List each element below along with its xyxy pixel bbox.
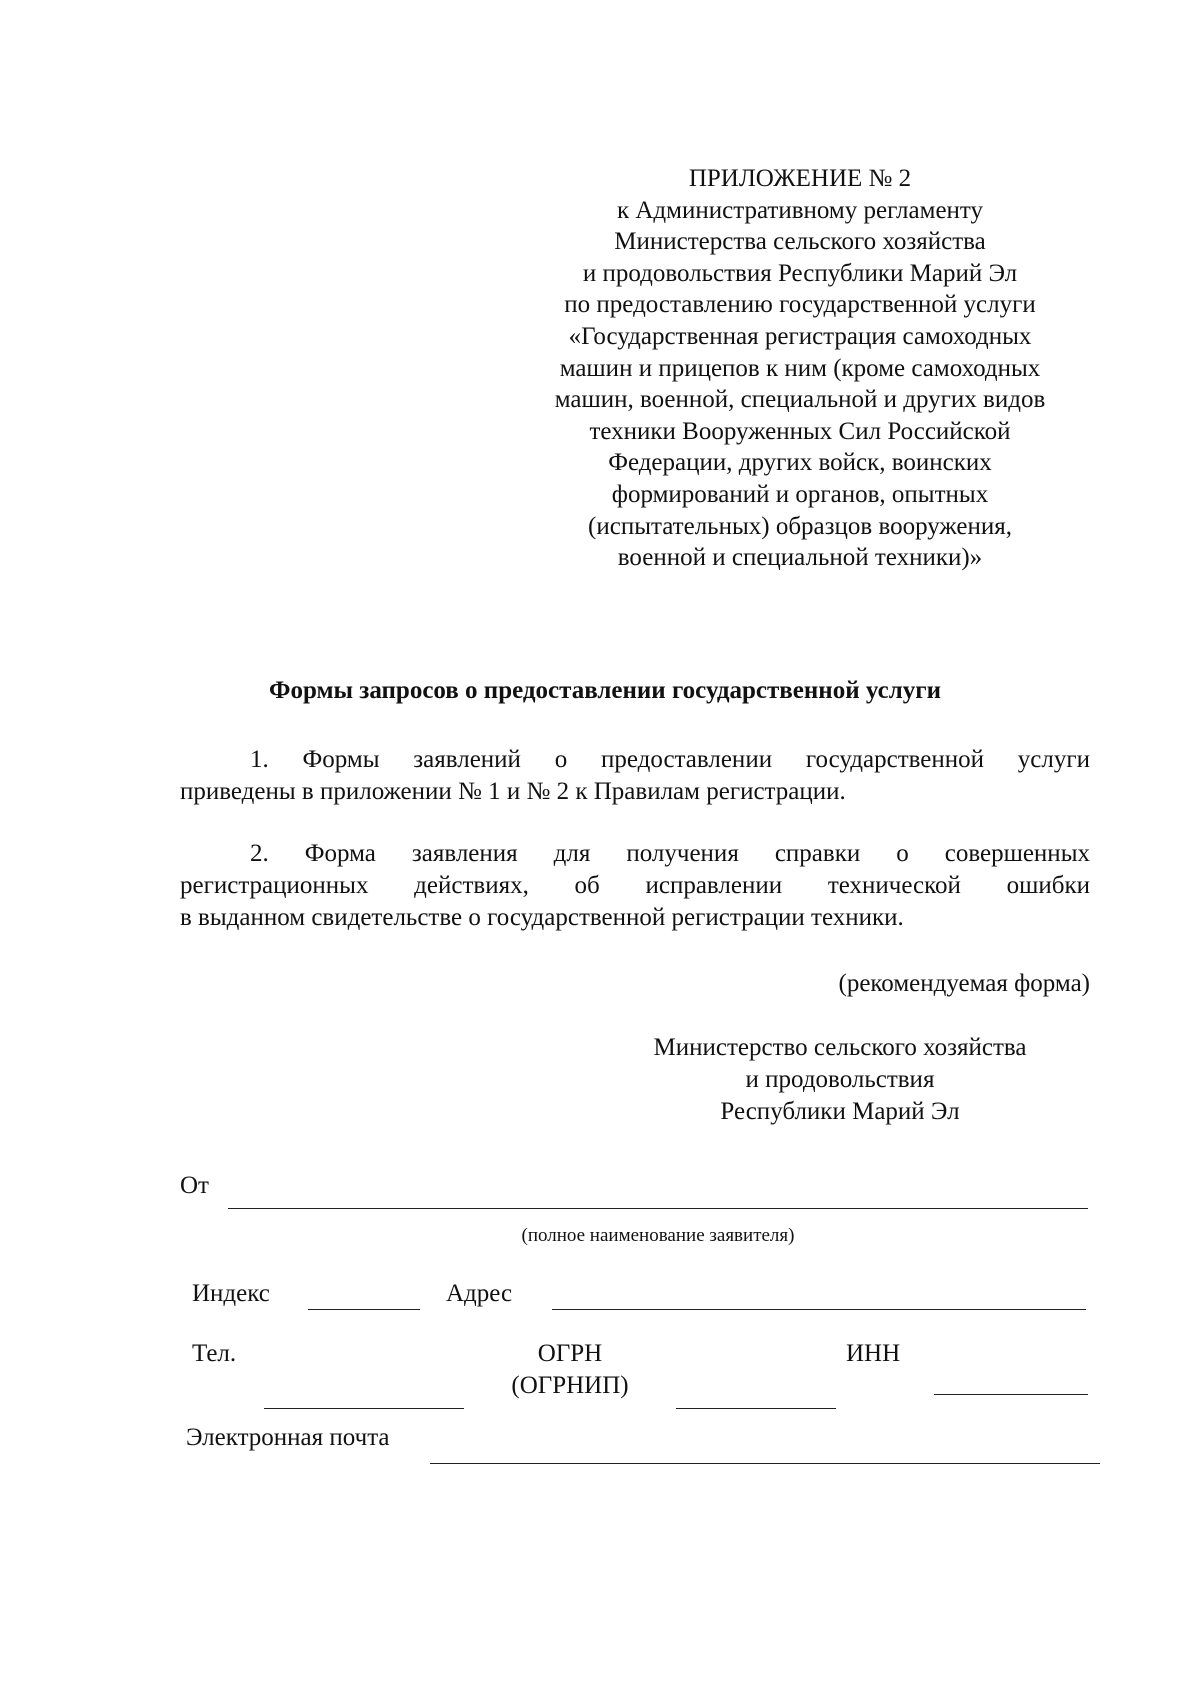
paragraph-1-line-2: приведены в приложении № 1 и № 2 к Правилам регистрации. bbox=[180, 778, 846, 805]
paragraph-2-line-1: 2. Форма заявления для получения справки о совершенных bbox=[250, 840, 1090, 867]
from-label: От bbox=[180, 1172, 209, 1199]
appendix-line: военной и специальной техники)» bbox=[617, 544, 983, 572]
appendix-line: техники Вооруженных Сил Российской bbox=[589, 417, 1011, 445]
appendix-line: по предоставлению государственной услуги bbox=[564, 291, 1036, 319]
paragraph-2 bbox=[180, 838, 1090, 934]
appendix-line: к Административному регламенту bbox=[616, 196, 984, 224]
phone-label: Тел. bbox=[192, 1340, 237, 1367]
ogrn-field[interactable] bbox=[676, 1408, 836, 1409]
appendix-line: ПРИЛОЖЕНИЕ № 2 bbox=[688, 165, 912, 192]
email-field[interactable] bbox=[430, 1463, 1100, 1464]
address-label: Адрес bbox=[446, 1280, 513, 1307]
appendix-line: Министерства сельского хозяйства bbox=[614, 228, 986, 256]
ogrn-label: ОГРН bbox=[537, 1340, 603, 1367]
ogrnip-label: (ОГРНИП) bbox=[511, 1372, 629, 1399]
inn-field[interactable] bbox=[934, 1394, 1088, 1395]
ministry-line: Республики Марий Эл bbox=[720, 1098, 960, 1125]
index-field[interactable] bbox=[308, 1309, 420, 1310]
appendix-line: формирований и органов, опытных bbox=[611, 480, 989, 508]
appendix-line: Федерации, других войск, воинских bbox=[608, 449, 992, 477]
ministry-line: и продовольствия bbox=[745, 1066, 935, 1093]
recommended-form-note: (рекомендуемая форма) bbox=[838, 970, 1090, 997]
paragraph-1 bbox=[180, 744, 1090, 808]
appendix-line: и продовольствия Республики Марий Эл bbox=[582, 259, 1018, 287]
appendix-header bbox=[530, 163, 1070, 574]
address-field[interactable] bbox=[552, 1309, 1086, 1310]
appendix-line: (испытательных) образцов вооружения, bbox=[588, 512, 1012, 540]
from-field[interactable] bbox=[228, 1208, 1088, 1209]
appendix-line: машин, военной, специальной и других видов bbox=[554, 386, 1046, 414]
paragraph-2-line-2: регистрационных действиях, об исправлении технической ошибки bbox=[180, 872, 1090, 899]
paragraph-2-line-3: в выданном свидетельстве о государственной регистрации техники. bbox=[180, 904, 904, 931]
ministry-addressee bbox=[630, 1032, 1050, 1128]
index-label: Индекс bbox=[192, 1280, 270, 1307]
form-title: Формы запросов о предоставлении государственной услуги bbox=[269, 677, 941, 704]
paragraph-1-line-1: 1. Формы заявлений о предоставлении государственной услуги bbox=[250, 746, 1090, 773]
appendix-line: «Государственная регистрация самоходных bbox=[568, 322, 1032, 350]
ministry-line: Министерство сельского хозяйства bbox=[653, 1034, 1027, 1061]
email-label: Электронная почта bbox=[186, 1424, 390, 1451]
inn-label: ИНН bbox=[846, 1340, 901, 1367]
appendix-line: машин и прицепов к ним (кроме самоходных bbox=[559, 354, 1041, 382]
from-hint: (полное наименование заявителя) bbox=[521, 1225, 795, 1246]
phone-field[interactable] bbox=[264, 1408, 464, 1409]
